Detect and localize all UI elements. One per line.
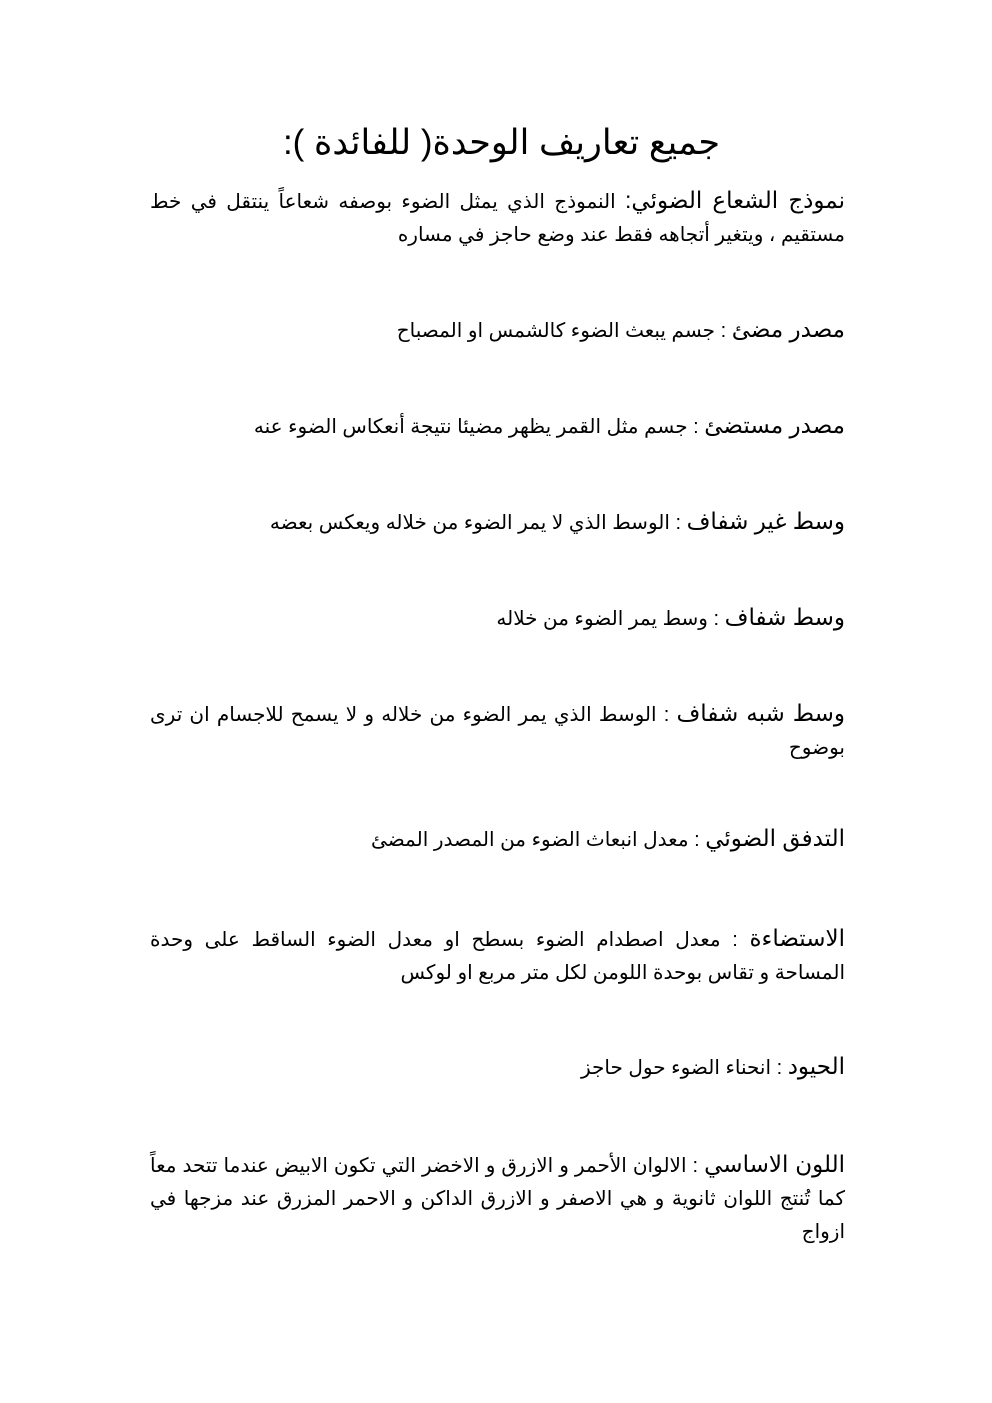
definition-illuminance bbox=[150, 922, 845, 990]
term-label: نموذج الشعاع الضوئي: bbox=[625, 187, 845, 213]
term-label: الحيود bbox=[787, 1053, 845, 1079]
definition-illuminated-source bbox=[150, 409, 845, 444]
term-label: وسط شفاف bbox=[724, 604, 845, 630]
definition-light-ray-model bbox=[150, 184, 845, 252]
term-label: وسط شبه شفاف bbox=[676, 700, 845, 726]
term-label: مصدر مضئ bbox=[731, 316, 845, 342]
definition-opaque-medium bbox=[150, 505, 845, 540]
term-label: مصدر مستضئ bbox=[704, 412, 845, 438]
term-label: اللون الاساسي bbox=[704, 1151, 846, 1177]
definition-text: : الوسط الذي يمر الضوء من خلاله و لا يسمح للاجسام ان ترى بوضوح bbox=[150, 704, 845, 759]
definition-translucent-medium bbox=[150, 697, 845, 765]
definition-luminous-flux bbox=[150, 822, 845, 857]
definition-luminous-source bbox=[150, 313, 845, 348]
definition-text: : وسط يمر الضوء من خلاله bbox=[496, 608, 725, 630]
definition-primary-color bbox=[150, 1148, 845, 1249]
definition-text: : انحناء الضوء حول حاجز bbox=[580, 1057, 788, 1079]
definition-diffraction bbox=[150, 1050, 845, 1085]
definition-transparent-medium bbox=[150, 601, 845, 636]
term-label: الاستضاءة bbox=[749, 925, 845, 951]
term-label: وسط غير شفاف bbox=[686, 508, 845, 534]
definition-text: : معدل انبعاث الضوء من المصدر المضئ bbox=[371, 829, 706, 851]
definition-text: : الوسط الذي لا يمر الضوء من خلاله ويعكس بعضه bbox=[269, 512, 687, 534]
page-title: جميع تعاريف الوحدة( للفائدة ): bbox=[282, 123, 720, 162]
definition-text: : جسم يبعث الضوء كالشمس او المصباح bbox=[396, 320, 732, 342]
definition-text: : معدل اصطدام الضوء بسطح او معدل الضوء الساقط على وحدة المساحة و تقاس بوحدة اللومن لكل متر مربع او لوكس bbox=[150, 929, 845, 984]
definition-text: : جسم مثل القمر يظهر مضيئا نتيجة أنعكاس الضوء عنه bbox=[253, 416, 705, 438]
definition-text: : الالوان الأحمر و الازرق و الاخضر التي تكون الابيض عندما تتحد معاً كما تُنتج اللوان ثانوية و هي الاصفر و الازرق الداكن و الاحمر المزرق عند مزجها في ازواج bbox=[150, 1155, 845, 1243]
term-label: التدفق الضوئي bbox=[705, 825, 845, 851]
definition-text: النموذج الذي يمثل الضوء بوصفه شعاعاً ينتقل في خط مستقيم ، ويتغير أتجاهه فقط عند وضع حاجز في مساره bbox=[150, 191, 845, 246]
